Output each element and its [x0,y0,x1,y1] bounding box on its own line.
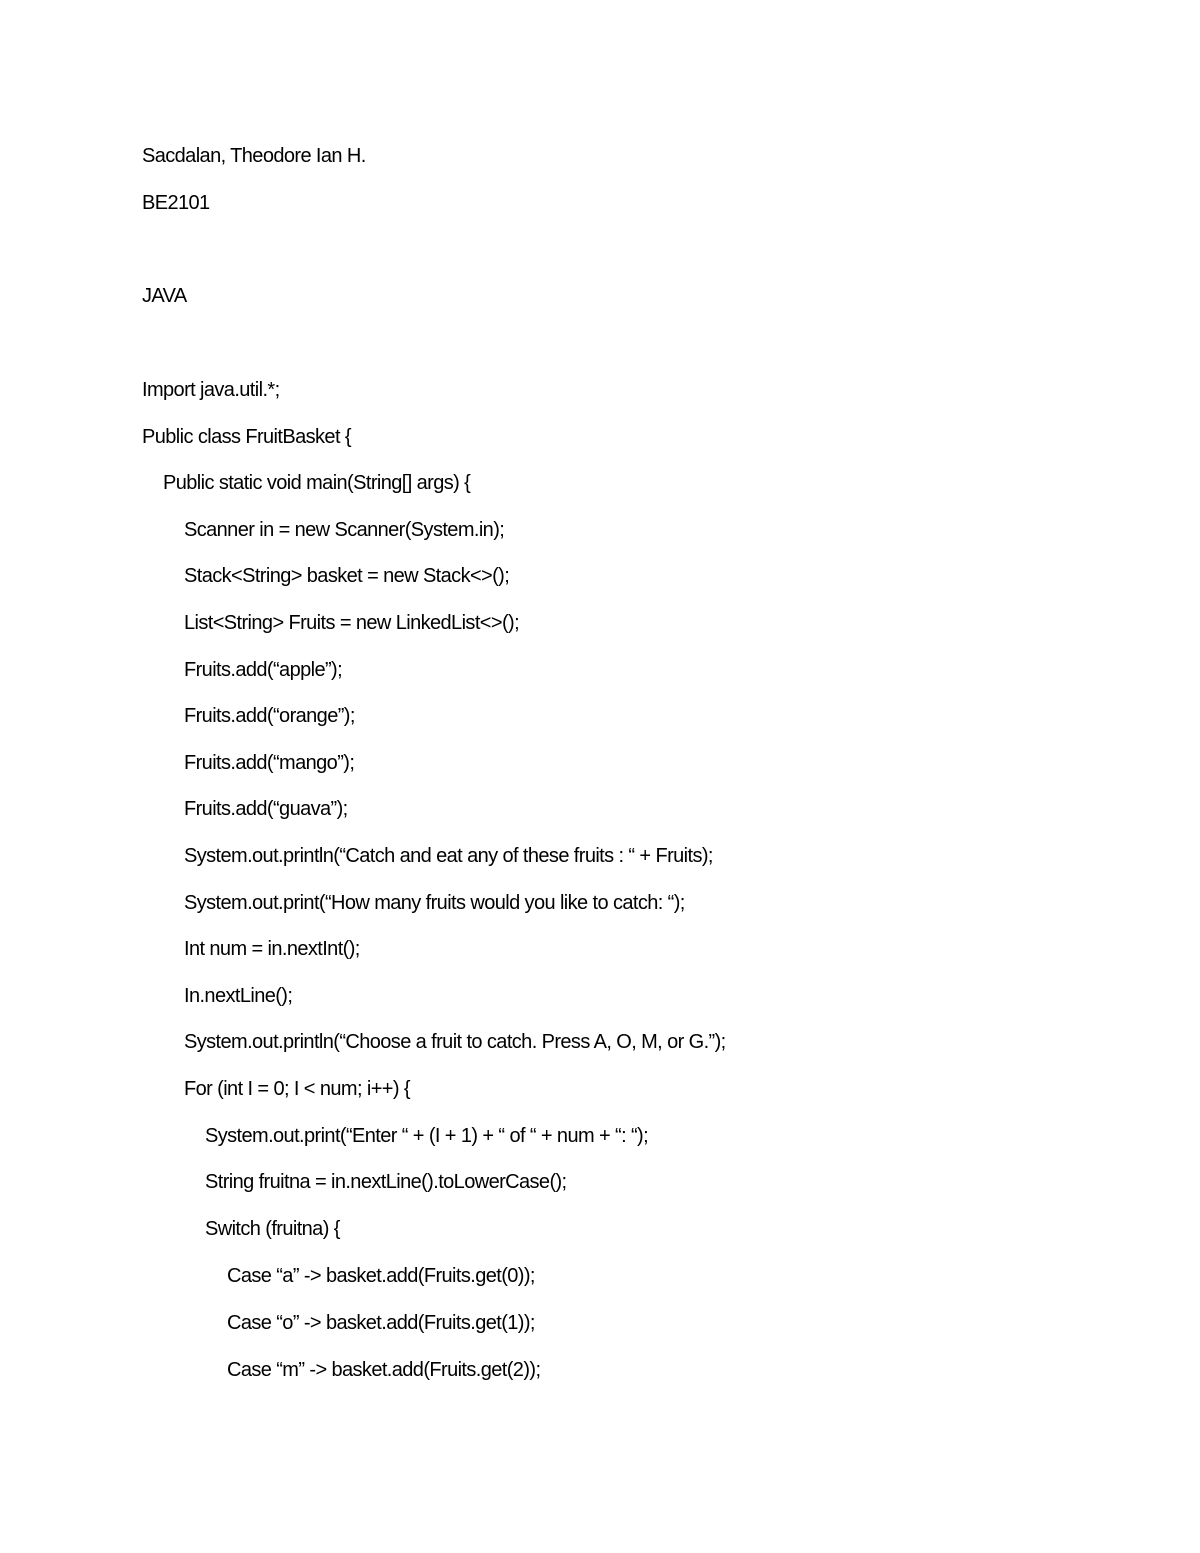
code-line: System.out.print(“Enter “ + (I + 1) + “ of “ + num + “: “); [205,1125,649,1147]
code-line: List<String> Fruits = new LinkedList<>(); [184,612,520,634]
code-line: Fruits.add(“apple”); [184,659,343,681]
code-line: Case “o” -> basket.add(Fruits.get(1)); [227,1312,535,1334]
section-code: BE2101 [142,192,210,214]
code-line: For (int I = 0; I < num; i++) { [184,1078,410,1100]
code-line: System.out.println(“Catch and eat any of these fruits : “ + Fruits); [184,845,713,867]
code-line: Case “a” -> basket.add(Fruits.get(0)); [227,1265,535,1287]
code-line: Fruits.add(“mango”); [184,752,355,774]
code-line: String fruitna = in.nextLine().toLowerCase(); [205,1171,567,1193]
code-line: System.out.println(“Choose a fruit to catch. Press A, O, M, or G.”); [184,1031,726,1053]
code-line: Fruits.add(“guava”); [184,798,348,820]
code-line: Stack<String> basket = new Stack<>(); [184,565,510,587]
code-line: Int num = in.nextInt(); [184,938,360,960]
code-line: In.nextLine(); [184,985,293,1007]
language-heading: JAVA [142,285,187,307]
code-line: Case “m” -> basket.add(Fruits.get(2)); [227,1359,541,1381]
author-name: Sacdalan, Theodore Ian H. [142,145,366,167]
code-line: Fruits.add(“orange”); [184,705,355,727]
code-line: System.out.print(“How many fruits would you like to catch: “); [184,892,685,914]
code-line: Switch (fruitna) { [205,1218,340,1240]
code-line: Scanner in = new Scanner(System.in); [184,519,505,541]
code-line: Import java.util.*; [142,379,280,401]
code-line: Public class FruitBasket { [142,426,351,448]
code-line: Public static void main(String[] args) { [163,472,471,494]
